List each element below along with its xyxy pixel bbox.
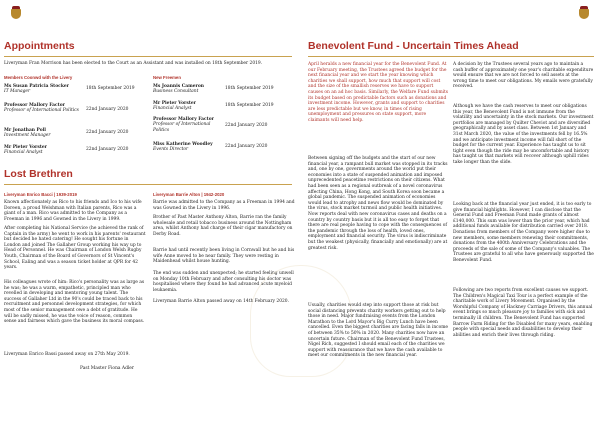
alton-paragraph: Liveryman Barrie Alton passed away on 14th February 2020. [153, 299, 289, 304]
member-row: Mr Pieter Vorster Financial Analyst 22nd January 2020 [4, 145, 129, 156]
benevolent-lead: April heralds a new financial year for the Benevolent Fund. At our February meeting, the Trustees agreed the budget for the next financial year and we start the year knowing which charities we shall support, how much that support will cost and the size of the smallish reserves we have to support causes on an ad hoc basis. Similarly, the Welfare Fund submits its budget based on predictable factors such as donations and investment income. However, grants and support to charities are less predictable but we know, in times of rising unemployment and pressures on state support, more claimants will need help. [308, 62, 449, 123]
members-heading: Members Coonwd with the Livery [4, 75, 73, 80]
benevolent-paragraph: Looking back at the financial year just ended, it is too early to give financial highlights. However, I can disclose that the General Fund and Freeman Fund made grants of almost £140,000. This sum was lower than the prior year, which had additional funds available for distribution carried over 2018. Donations from members of the Company were higher due to new members, some members renewing their commitments, donations from the 400th Anniversary Celebrations and the proceeds of the sale of some of the Company's valuables. The Trustees are grateful to all who have generously supported the Benevolent Fund. [453, 202, 594, 263]
bacci-paragraph: After completing his National Service (he achieved the rank of Captain in the army) he went to work in his parents' restaurant but decided he hated catering! He sought his fortune in London and joined The Gallaher Group working his way up to Head of Personnel. He was Chairman of London Welsh Rugby Youth, Chairman of the Board of Governors of St Vincent's School, Ealing and was a season ticket holder at QPR for 42 years. [4, 226, 146, 271]
member-row: Ms Susan Patricia Stocker IT Manager 18th September 2019 [4, 84, 135, 95]
bacci-signature: Past Master Fiona Adler [79, 366, 134, 371]
alton-paragraph: Barrie was admitted to the Company as a Freeman in 1994 and was Gowned in the Livery in 1996. [153, 200, 295, 211]
benevolent-paragraph: Usually, charities would step into support those at risk but social distancing prevents charity workers getting out to help those in need. Major fundraising events from the London Marathon to the Lord Mayor's Big Curry Lunch have been cancelled. Even the biggest charities are facing falls in income of between 35% to 50% in 2020. Many charities now have an uncertain future. Chairman of the Benevolent Fund Trustees, Nigel Rich, suggested I should email each of the charities we support with reassurance that we have the cash available to meet our commitments in the new financial year. [308, 303, 449, 359]
benevolent-paragraph: Between signing off the budgets and the start of our new financial year, a rampant bull market was stopped in its tracks and, one by one, governments around the world put their economies into a state of suspended animation and imposed unprecedented peacetime restrictions on their citizens. What had been seen as a regional outbreak of a novel coronavirus affecting China, Hong Kong, and South Korea soon became a global pandemic. The suspended animation of economies would lead to atrophy and news flow would be dominated by the virus, stock market turmoil and public health initiatives. Now reports deal with new coronavirus cases and deaths on a country by country basis but it is all too easy to forget that there are real people having to cope with the consequences of the pandemic through the loss of health, loved ones, employment and financial security. The virus is indiscriminate but the weakest (physically, financially and emotionally) are at greatest risk. [308, 156, 448, 251]
bacci-paragraph: Known affectionately as Rico to his friends and Ico to his wife Doreen, a proud Welshman with Italian parents, Rico was a giant of a man. Rico was admitted to the Company as a Freeman in 1996 and Gowned in the Livery in 1999. [4, 200, 142, 222]
lost-brethren-rule [4, 184, 292, 185]
new-freemen-heading: New Freemen [153, 75, 181, 80]
benevolent-paragraph: Although we have the cash reserves to meet our obligations this year, the Benevolent Fund is not immune from the volatility and uncertainty in the stock markets. Our investment portfolios are managed by Quilter Cheviot and are diversified geographically and by asset class. Between 1st January and 31st March 2020, the value of the investments fell by 16.5% and we anticipate investment income will fall short of the budget for the current year. Experience has taught us to sit tight even though the ride may be uncomfortable and history has taught us that markets will recover although uphill rides take longer than the slide. [453, 104, 594, 165]
company-crest-icon [10, 6, 22, 19]
benevolent-paragraph: A decision by the Trustees several years ago to maintain a cash buffer of approximately one year's charitable expenditure would ensure that we are not forced to sell assets at the wrong time to meet our obligations. My emails were gratefully received. [453, 62, 594, 90]
freeman-row: Miss Katherine Woodley Events Director 22nd January 2020 [153, 142, 268, 153]
alton-paragraph: The end was sudden and unexpected; he started feeling unwell on Monday 10th February and after consulting his doctor was hospitalised where they found he had advanced acute myeloid leukaemia. [153, 271, 294, 293]
freeman-row: Mr Pieter Vorster Financial Analyst 18th September 2019 [153, 101, 274, 112]
alton-heading: Liveryman Barrie Alton | 1942-2020 [153, 192, 225, 197]
member-row: Professor Mallory Factor Professor of International Politics 22nd January 2020 [4, 103, 129, 114]
benevolent-rule [308, 56, 594, 57]
benevolent-title: Benevolent Fund - Uncertain Times Ahead [308, 40, 519, 52]
appointments-title: Appointments [4, 40, 75, 52]
alton-paragraph: Brother of Past Master Anthony Alton, Barrie ran the family wholesale and retail tobacco business around the Nottingham area, whilst Anthony had charge of their cigar manufactory on Derby Road. [153, 215, 293, 237]
lost-brethren-title: Lost Brethren [4, 168, 73, 180]
appointments-rule [4, 56, 292, 57]
member-row: Mr Jonathan Poll Investment Manager 22nd January 2020 [4, 128, 129, 139]
bacci-paragraph: His colleagues wrote of him: Rico's personality was as large as he was; he was a warm, empathetic, principled man who revelled in developing and mentoring young talent. The success of Gallaher Ltd in the 90's could be traced back to his recruitment and personnel development strategies, for which most of the senior management owe a debt of gratitude. He will be sadly missed, he was the voice of reason, common sense and fairness which gave the business its moral compass. [4, 280, 145, 325]
company-crest-icon [578, 6, 590, 19]
appointments-intro: Liveryman Fran Morrison has been elected to the Court as an Assistant and was installed on 18th September 2019. [4, 61, 263, 66]
right-page [300, 0, 600, 424]
bacci-heading: Liveryman Enrico Bacci | 1939-2019 [4, 192, 77, 197]
freeman-row: Professor Mallory Factor Professor of International Politics 22nd January 2020 [153, 117, 268, 133]
benevolent-paragraph: Following are two reports from excellent causes we support. The Children's Magical Taxi Tour is a perfect example of the charitable work of Livery Movement. Organised by the Worshipful Company of Hackney Carriage Drivers, this annual event brings so much pleasure joy to families with sick and terminally ill children. The Benevolent Fund has supported Barrow Farm Riding for the Disabled for many years, enabling people with special needs and disabilities to develop their abilities and enrich their lives through riding. [453, 288, 593, 338]
alton-paragraph: Barrie had until recently been living in Cornwall but he and his wife Anne moved to be near family. They were resting in Maidenhead whilst house hunting. [153, 248, 295, 265]
freeman-row: Ms Joannis Cameron Business Consultant 18th September 2019 [153, 84, 274, 95]
bacci-paragraph: Liveryman Enrico Bassi passed away on 27th May 2019. [4, 352, 130, 357]
